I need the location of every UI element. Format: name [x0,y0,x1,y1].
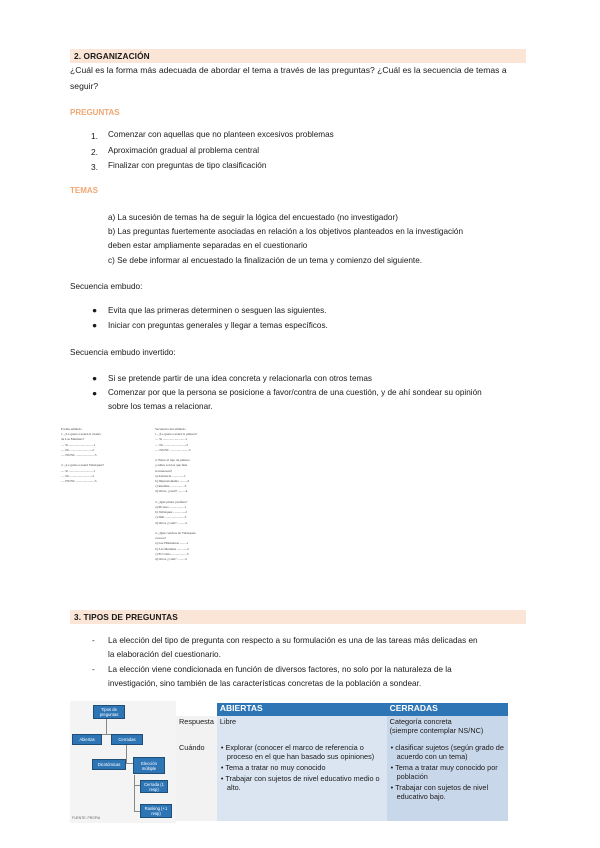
list-item: • clasificar sujetos (según grado de acuerdo con un tema) [390,742,504,761]
embudo-item: Iniciar con preguntas generales y llegar a temas específicos. [108,321,328,330]
scan-line: ¿cuáles son las que más [155,463,188,468]
scan-line: Forma embudo [61,427,82,431]
scan-line: a) Abstracta ..............1 [155,473,186,478]
list-item: Finalizar con preguntas de tipo clasificación [108,161,267,170]
scan-left-column [61,427,151,484]
question-types-table [176,703,508,821]
scan-line: — NS/NC ......................3 [61,453,97,458]
section-3-dash-2-line1: La elección viene condicionada en función de diversos factores, no solo por la naturaleza de la [108,665,452,674]
embudo-heading: Secuencia embudo: [70,282,143,291]
table-row-label: Cuándo [176,742,217,821]
scan-right-column [155,427,245,562]
temas-item-a: a) La sucesión de temas ha de seguir la lógica del encuestado (no investigador) [108,213,398,222]
scan-line: le interesan? [155,468,173,473]
scan-line: c) Dalí .......................3 [155,515,187,520]
scan-line: conoce? [155,536,167,541]
scan-line: b) Velázquez ..............2 [155,510,187,515]
scan-line: de Las Meninas? [61,437,84,442]
scan-line: 2. Entre el tipo de pintura [155,458,190,463]
scan-line: — No ..........................2 [155,442,188,447]
scan-line: b) Impresionismo .........2 [155,479,190,484]
dash-icon: - [92,636,95,645]
table-cell-line: (siempre contemplar NS/NC) [389,726,484,735]
scan-line: a) Las Hilanderas ........1 [155,541,189,546]
section-3-title: 3. TIPOS DE PREGUNTAS [74,612,178,622]
table-cell-line: Categoría concreta [389,717,452,726]
table-corner [176,703,217,716]
temas-heading: TEMAS [70,186,98,195]
diagram-root-node: Tipos de preguntas [93,705,125,719]
table-header-cerradas: CERRADAS [387,703,508,716]
diagram-abiertas-node: Abiertas [72,734,102,745]
section-3-dash-2-line2: investigación, sino también de las características concretas de la población a sondear. [108,679,422,688]
scan-line: — Sí .............................1 [61,442,96,447]
diagram-cerrada-node: Cerrada (1 resp) [140,780,168,793]
scan-line: 2. ¿Le gusta a usted Velázquez? [61,463,105,468]
table-cell [217,742,387,821]
scan-line: — No ..........................2 [61,473,94,478]
scan-line: d) Otros ¿Cuál? .........4 [155,520,187,525]
question-line-2: seguir? [70,81,99,91]
connector [126,745,127,763]
scan-line: — No ..........................2 [61,447,94,452]
scan-line: c) Realista .................3 [155,484,187,489]
scan-line: 3. ¿Qué pintor prefiere? [155,499,188,504]
temas-item-c: c) Se debe informar al encuestado la finalización de un tema y comienzo del siguiente. [108,256,423,265]
scan-line: Secuencia del embudo [155,427,186,431]
scan-line: — NS/NC ......................3 [61,479,97,484]
scan-line: — Sí .............................1 [61,468,96,473]
table-cell [387,742,508,821]
list-number: 2. [91,147,98,157]
scan-line: d) Otras, ¿Cuál? .........4 [155,489,188,494]
table-cell: Libre [217,716,387,742]
bullet-icon: ● [92,305,98,315]
diagram-eleccion-multiple-node: Elección múltiple [133,757,165,774]
connector [106,718,107,734]
scan-line: — NS/NC ......................3 [155,447,191,452]
scan-line: — Sí ...........................1 [155,437,188,442]
scanned-questionnaire-example [59,427,245,622]
embudo-item: Evita que las primeras determinen o sesguen las siguientes. [108,306,327,315]
scan-line: a) Picasso ..................1 [155,505,187,510]
section-2-header [70,49,526,63]
list-item: • Trabajar con sujetos de nivel educativo bajo. [390,782,489,801]
scan-line: c) El Cristo ..................3 [155,551,189,556]
scan-line: 4. ¿Qué cuadros de Velázquez [155,531,196,536]
list-item: • Trabajar con sujetos de nivel educativo medio o alto. [220,773,380,792]
section-2-title: 2. ORGANIZACIÓN [74,51,150,61]
embudo-invertido-heading: Secuencia embudo invertido: [70,348,176,357]
connector [134,775,135,811]
bullet-icon: ● [92,388,98,398]
table-header-abiertas: ABIERTAS [217,703,387,716]
scan-line: 1. ¿Le gusta a usted el cuadro [61,432,102,437]
bullet-icon: ● [92,373,98,383]
section-3-dash-1-line1: La elección del tipo de pregunta con respecto a su formulación es una de las tareas más delicadas en [108,636,478,645]
temas-item-b-line2: deben estar ampliamente separadas en el cuestionario [108,241,308,250]
table-row [176,716,508,742]
table-cell-list [390,743,505,801]
dash-icon: - [92,665,95,674]
table-cell-list [220,743,384,792]
scan-line: 1. ¿Le gusta a usted la pintura? [155,432,198,437]
table-row-label: Respuesta [176,716,217,742]
section-3-header [70,610,526,624]
bullet-icon: ● [92,320,98,330]
list-item: • Explorar (conocer el marco de referencia o proceso en el que han basado sus opiniones) [220,742,375,761]
question-types-diagram [70,701,176,823]
diagram-footer: FUENTE: PROPIA [72,816,101,820]
scan-line: d) Otros ¿Cuál? .........4 [155,557,187,562]
list-number: 3. [91,162,98,172]
section-3-dash-1-line2: la elaboración del cuestionario. [108,650,221,659]
question-line-1: ¿Cuál es la forma más adecuada de abordar el tema a través de las preguntas? ¿Cuál es la secuencia de temas a [70,65,507,75]
list-item: Comenzar con aquellas que no planteen excesivos problemas [108,130,334,139]
scan-line: b) Las Meninas ............2 [155,546,189,551]
embudo-invertido-item-2-line2: sobre los temas a relacionar. [108,402,213,411]
diagram-dicotomicas-node: Dicotómicas [92,759,126,770]
list-item: • Tema a tratar muy conocido por población [390,762,498,781]
list-number: 1. [91,131,98,141]
temas-item-b-line1: b) Las preguntas fuertemente asociadas en relación a los objetivos planteados en la investigación [108,227,464,236]
list-item: Aproximación gradual al problema central [108,146,260,155]
list-item: • Tema a tratar no muy conocido [220,762,326,772]
table-cell [387,716,508,742]
diagram-ranking-node: Ranking (+1 resp) [140,804,172,818]
embudo-invertido-item-2-line1: Comenzar por que la persona se posicione a favor/contra de una cuestión, y de ahí sondear su opinión [108,388,482,397]
table-row [176,742,508,821]
preguntas-heading: PREGUNTAS [70,108,120,117]
table-header-row [176,703,508,716]
diagram-cerradas-node: Cerradas [111,734,143,745]
embudo-invertido-item-1: Si se pretende partir de una idea concreta y relacionarla con otros temas [108,374,372,383]
